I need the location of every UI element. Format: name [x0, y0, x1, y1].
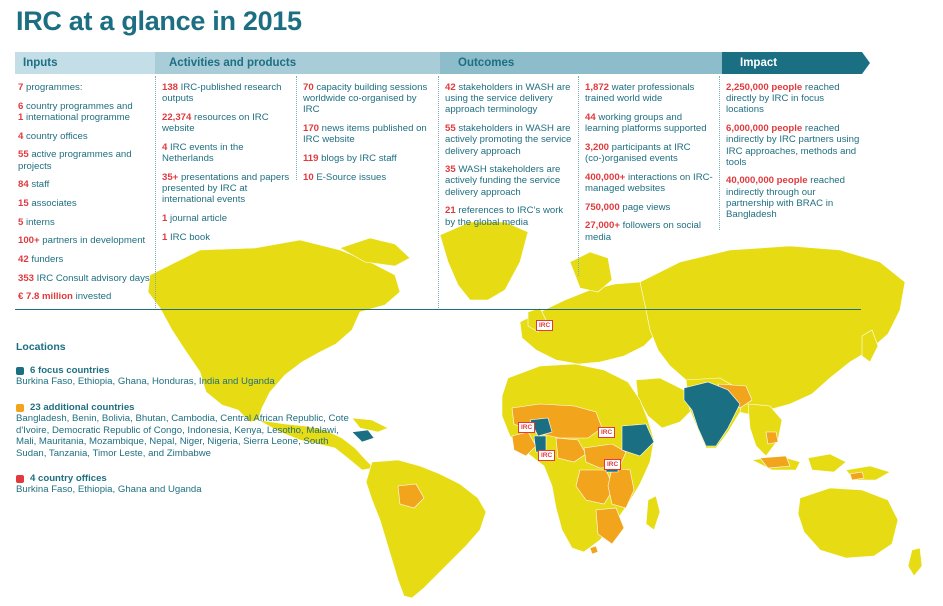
stat-number: 40,000,000 people [726, 175, 808, 187]
page-title: IRC at a glance in 2015 [16, 6, 302, 36]
stat-item [162, 142, 292, 164]
stat-text: country offices [23, 130, 88, 142]
stat-text: capacity building sessions worldwide co-organised by IRC [303, 82, 428, 116]
stat-item [585, 202, 715, 213]
stat-number: € 7.8 million [18, 291, 73, 303]
stat-text: water professionals trained world wide [585, 82, 695, 105]
stat-item [18, 291, 150, 302]
stat-number: 119 [303, 153, 319, 165]
header-inputs: Inputs [15, 52, 155, 74]
stat-number: 6 [18, 100, 24, 112]
north-america [148, 240, 400, 422]
stat-item [303, 172, 435, 183]
outcomes-left-column [445, 82, 575, 235]
stat-item [18, 254, 150, 265]
stat-number: 44 [585, 111, 596, 123]
stat-item [445, 164, 575, 198]
stat-item [162, 213, 292, 224]
stat-text: active programmes and projects [18, 149, 132, 172]
stat-text: working groups and learning platforms supported [585, 111, 707, 135]
legend-country-offices [16, 473, 356, 496]
stat-number: 55 [445, 123, 456, 135]
inputs-column [18, 82, 150, 310]
stat-text: IRC Consult advisory days [34, 272, 150, 284]
stat-number: 4 [162, 141, 168, 153]
stat-text: participants at IRC (co-)organised events [585, 141, 691, 165]
stat-item [162, 232, 292, 243]
stat-text: partners in development [39, 235, 146, 247]
stat-number: 1,872 [585, 82, 610, 93]
stat-number: 353 [18, 272, 35, 284]
divider-line [15, 309, 861, 310]
legend-title: 23 additional countries [30, 402, 135, 413]
stat-text: reached indirectly through our partnership with BRAC in Bangladesh [726, 175, 845, 221]
stat-number: 10 [303, 171, 314, 183]
legend-additional-countries [16, 402, 356, 459]
stat-item [18, 101, 150, 123]
stat-text: blogs by IRC staff [318, 153, 397, 165]
stat-number: 84 [18, 179, 29, 191]
stat-item [162, 172, 292, 206]
stat-item [445, 82, 575, 116]
stat-number: 4 [18, 130, 24, 142]
stat-item [18, 82, 150, 93]
stat-item [726, 123, 861, 168]
stat-number: 750,000 [585, 201, 620, 213]
legend-title: 4 country offices [30, 473, 107, 484]
stat-number: 138 [162, 82, 179, 93]
stat-text: invested [72, 291, 112, 303]
legend-desc: Burkina Faso, Ethiopia, Ghana, Honduras, India and Uganda [16, 376, 275, 388]
stat-number: 22,374 [162, 111, 192, 123]
stat-item [585, 142, 715, 164]
stat-text: country programmes and [23, 100, 133, 112]
stat-number: 55 [18, 149, 29, 161]
stat-text: programmes: [23, 82, 83, 93]
irc-office-badge-ethiopia: IRC [598, 427, 615, 438]
stat-item [18, 273, 150, 284]
focus-swatch [16, 367, 24, 375]
stat-text: followers on social media [585, 220, 702, 243]
stat-item [303, 123, 435, 145]
header-impact: Impact [722, 52, 862, 74]
legend-desc: Burkina Faso, Ethiopia, Ghana and Uganda [16, 484, 202, 496]
stat-item [585, 220, 715, 242]
stat-number: 1 [18, 111, 24, 123]
stat-item [18, 235, 150, 246]
stat-text: interactions on IRC-managed websites [585, 171, 713, 194]
stat-number: 100+ [18, 235, 40, 247]
stat-text: stakeholders in WASH are using the service delivery approach terminology [445, 82, 571, 116]
stat-item [18, 179, 150, 190]
column-separator [719, 76, 720, 230]
legend-title: 6 focus countries [30, 365, 110, 376]
office-swatch [16, 475, 24, 483]
stat-number: 70 [303, 82, 314, 93]
stat-text: E-Source issues [313, 171, 387, 183]
stat-number: 3,200 [585, 141, 610, 153]
stat-number: 15 [18, 197, 29, 209]
lesotho [590, 546, 598, 554]
south-america [366, 460, 486, 598]
stat-text: stakeholders in WASH are actively promoting the service delivery approach [445, 123, 572, 157]
activities-right-column [303, 82, 435, 190]
column-separator [578, 76, 579, 276]
stat-number: 1 [162, 212, 168, 224]
stat-text: page views [619, 201, 671, 213]
irc-office-badge-netherlands: IRC [536, 320, 553, 331]
stat-number: 42 [18, 254, 29, 266]
stat-text: references to IRC’s work by the global media [445, 205, 564, 228]
stat-item [585, 82, 715, 104]
stat-number: 170 [303, 123, 320, 135]
legend-focus-countries [16, 365, 356, 388]
cambodia [766, 432, 778, 444]
stat-item [18, 149, 150, 171]
stat-item [445, 123, 575, 157]
header-arrow [862, 52, 870, 74]
stat-item [303, 153, 435, 164]
stat-text: international programme [23, 111, 130, 123]
stat-text: journal article [167, 212, 228, 224]
legend-desc: Bangladesh, Benin, Bolivia, Bhutan, Cambodia, Central African Republic, Cote d'Ivoire, Democratic Republic of Congo, Indonesia, Kenya, Lesotho, Malawi, Mali, Mauritania, Mozambique, Nepal, Niger, Nigeria, Sierra Leone, South Sudan, Tanzania, Timor Leste, and Zimbabwe [16, 413, 349, 459]
stat-item [303, 82, 435, 116]
stat-text: staff [28, 179, 50, 191]
stat-text: presentations and papers presented by IRC at international events [162, 171, 290, 206]
locations-heading: Locations [16, 341, 66, 353]
stat-item [726, 82, 861, 116]
stat-text: news items published on IRC website [303, 123, 427, 146]
australia [798, 488, 898, 558]
additional-swatch [16, 404, 24, 412]
stat-item [445, 205, 575, 227]
irc-office-badge-uganda: IRC [604, 459, 621, 470]
stat-item [18, 131, 150, 142]
stat-text: reached indirectly by IRC partners using IRC approaches, methods and tools [726, 123, 860, 168]
stat-item [162, 112, 292, 134]
stat-item [585, 112, 715, 134]
stat-number: 5 [18, 216, 24, 228]
stat-text: IRC book [167, 231, 211, 243]
stat-text: interns [23, 216, 55, 228]
stat-text: reached directly by IRC in focus locations [726, 82, 840, 116]
stat-number: 400,000+ [585, 171, 626, 183]
column-separator [438, 76, 439, 308]
stat-number: 35 [445, 164, 456, 176]
column-separator [155, 76, 156, 308]
stat-item [585, 172, 715, 194]
irc-office-badge-burkina-faso: IRC [518, 422, 535, 433]
activities-left-column [162, 82, 292, 250]
stat-text: IRC-published research outputs [162, 82, 282, 105]
kenya-tanzania [608, 468, 634, 508]
impact-column [726, 82, 861, 228]
column-separator [296, 76, 297, 180]
stat-item [18, 198, 150, 209]
stat-text: resources on IRC website [162, 111, 269, 135]
stat-number: 2,250,000 people [726, 82, 803, 93]
stat-item [18, 217, 150, 228]
stat-number: 27,000+ [585, 220, 620, 232]
stat-number: 6,000,000 people [726, 123, 803, 135]
stat-item [162, 82, 292, 104]
stat-number: 21 [445, 205, 456, 217]
outcomes-right-column [585, 82, 715, 250]
irc-office-badge-ghana: IRC [538, 450, 555, 461]
header-outcomes: Outcomes [440, 52, 722, 74]
stat-number: 35+ [162, 171, 179, 183]
stat-text: funders [28, 254, 64, 266]
header-activities: Activities and products [155, 52, 440, 74]
stat-text: associates [28, 197, 77, 209]
stat-text: IRC events in the Netherlands [162, 141, 244, 165]
stat-item [726, 175, 861, 220]
stat-number: 1 [162, 231, 168, 243]
stat-number: 7 [18, 82, 24, 93]
stat-text: WASH stakeholders are actively funding the service delivery approach [445, 164, 561, 198]
stat-number: 42 [445, 82, 456, 93]
